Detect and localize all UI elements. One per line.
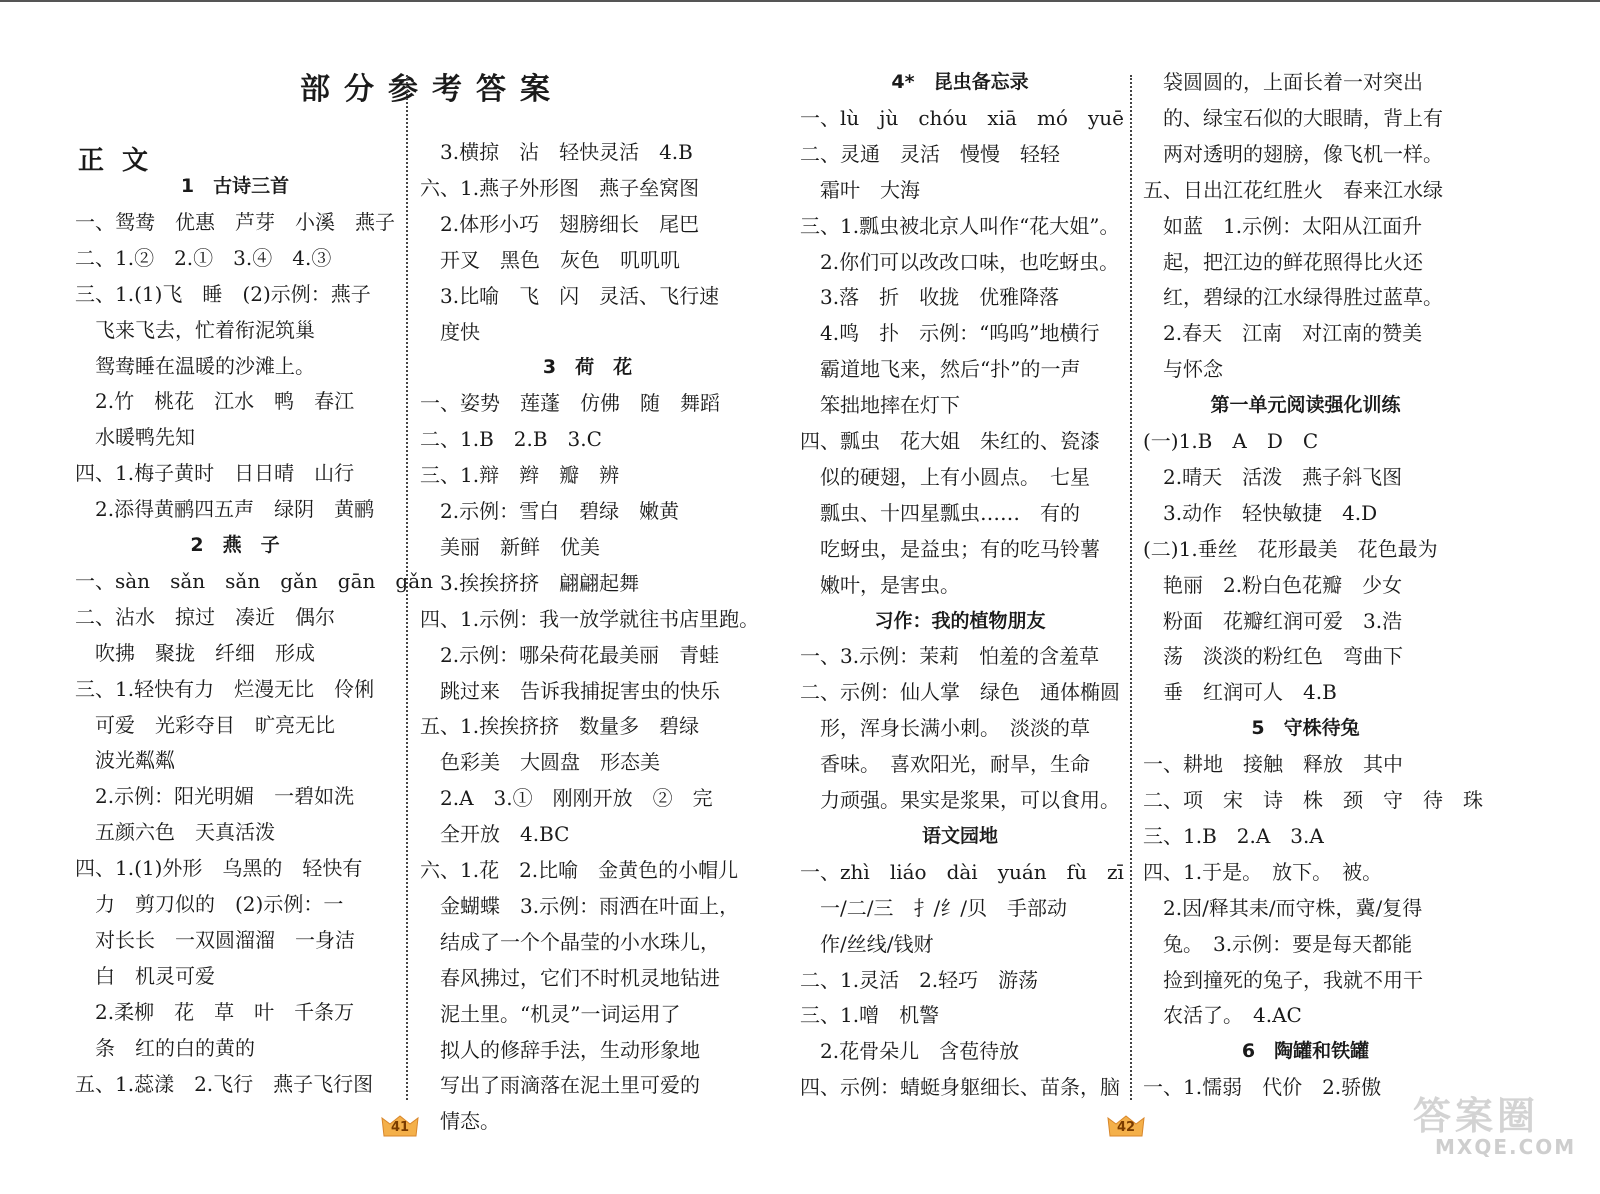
answer-line: 一、lù jù chóu xiā mó yuē xyxy=(800,105,1124,130)
answer-line: 2.你们可以改改口味，也吃蚜虫。 xyxy=(800,249,1120,274)
answer-line: 3.挨挨挤挤 翩翩起舞 xyxy=(420,570,640,595)
section-title: 6 陶罐和铁罐 xyxy=(1241,1040,1370,1063)
section-title: 1 古诗三首 xyxy=(180,175,290,197)
answer-line: 一、sàn sǎn sǎn gǎn gān gǎn xyxy=(75,568,434,593)
answer-line: 二、灵通 灵活 慢慢 轻轻 xyxy=(800,141,1060,166)
answer-line: 一、3.示例：茉莉 怕羞的含羞草 xyxy=(800,644,1100,669)
watermark xyxy=(1395,1085,1575,1165)
answer-line: 写出了雨滴落在泥土里可爱的 xyxy=(420,1073,700,1098)
answer-line: 全开放 4.BC xyxy=(420,822,570,847)
answer-line: (一)1.B A D C xyxy=(1143,429,1319,453)
answer-line: 跳过来 告诉我捕捉害虫的快乐 xyxy=(420,678,720,703)
answer-line: 三、1.轻快有力 烂漫无比 伶俐 xyxy=(75,676,375,701)
answer-line: 2.柔柳 花 草 叶 千条万 xyxy=(75,999,355,1024)
answer-line: 2.晴天 活泼 燕子斜飞图 xyxy=(1143,464,1403,489)
answer-line: 力 剪刀似的 (2)示例：一 xyxy=(75,892,344,916)
answer-line: 开叉 黑色 灰色 叽叽叽 xyxy=(420,247,680,272)
answer-line: 四、瓢虫 花大姐 朱红的、瓷漆 xyxy=(800,429,1100,453)
answer-line: 3.落 折 收拢 优雅降落 xyxy=(800,285,1060,310)
answer-line: 2.示例：哪朵荷花最美丽 青蛙 xyxy=(420,642,720,667)
answer-line: 2.因/释其耒/而守株，冀/复得 xyxy=(1143,895,1423,920)
answer-line: 结成了一个个晶莹的小水珠儿， xyxy=(420,929,720,954)
answer-line: 泥土里。“机灵”一词运用了 xyxy=(420,1001,681,1026)
answer-line: 一、zhì liáo dài yuán fù zī xyxy=(800,859,1124,884)
answer-line: 笨拙地摔在灯下 xyxy=(800,393,960,418)
answer-line: 美丽 新鲜 优美 xyxy=(420,534,600,559)
answer-line: 起，把江边的鲜花照得比火还 xyxy=(1143,249,1423,274)
answer-line: 2.春天 江南 对江南的赞美 xyxy=(1143,321,1423,346)
answer-line: 垂 红润可人 4.B xyxy=(1143,680,1337,705)
answer-line: 香味。 喜欢阳光，耐旱，生命 xyxy=(800,752,1090,777)
answer-line: 的、绿宝石似的大眼睛，背上有 xyxy=(1143,105,1443,130)
section-title: 语文园地 xyxy=(921,824,998,847)
answer-line: 二、沾水 掠过 凑近 偶尔 xyxy=(75,604,335,629)
answer-line: (二)1.垂丝 花形最美 花色最为 xyxy=(1143,536,1438,561)
section-title: 第一单元阅读强化训练 xyxy=(1210,394,1401,417)
answer-line: 四、1.于是。 放下。 被。 xyxy=(1143,859,1383,884)
answer-line: 四、1.梅子黄时 日日晴 山行 xyxy=(75,461,355,486)
answer-line: 嫩叶，是害虫。 xyxy=(800,572,960,597)
answer-line: 2.示例：雪白 碧绿 嫩黄 xyxy=(420,499,680,523)
answer-line: 对长长 一双圆溜溜 一身洁 xyxy=(75,927,355,952)
answer-line: 2.A 3.① 刚刚开放 ② 完 xyxy=(420,786,713,811)
watermark-bottom: MXQE.COM xyxy=(1435,1135,1577,1159)
answer-line: 情态。 xyxy=(420,1109,500,1134)
answer-line: 霜叶 大海 xyxy=(800,177,920,202)
answer-line: 2.体形小巧 翅膀细长 尾巴 xyxy=(420,211,700,236)
page-number-right-label: 42 xyxy=(1116,1120,1136,1135)
answer-line: 2.竹 桃花 江水 鸭 春江 xyxy=(75,389,355,414)
answer-line: 2.示例：阳光明媚 一碧如洗 xyxy=(75,784,355,809)
answer-line: 四、1.(1)外形 乌黑的 轻快有 xyxy=(75,856,363,881)
answer-line: 五颜六色 天真活泼 xyxy=(75,820,275,845)
answer-line: 金蝴蝶 3.示例：雨洒在叶面上， xyxy=(420,893,740,918)
answer-line: 一、鸳鸯 优惠 芦芽 小溪 燕子 xyxy=(75,209,395,234)
answer-column-2 xyxy=(420,0,760,1194)
section-title: 5 守株待兔 xyxy=(1251,717,1360,740)
section-heading: 正文 xyxy=(78,146,167,176)
watermark-top: 答案圈 xyxy=(1413,1094,1540,1138)
answer-line: 一、耕地 接触 释放 其中 xyxy=(1143,752,1403,777)
answer-line: 春风拂过，它们不时机灵地钻进 xyxy=(420,965,720,990)
section-title: 习作：我的植物朋友 xyxy=(874,609,1046,632)
answer-line: 3.比喻 飞 闪 灵活、飞行速 xyxy=(420,283,720,308)
answer-line: 粉面 花瓣红润可爱 3.浩 xyxy=(1143,608,1403,633)
answer-line: 2.添得黄鹂四五声 绿阴 黄鹂 xyxy=(75,497,375,522)
answer-line: 3.动作 轻快敏捷 4.D xyxy=(1143,500,1378,525)
answer-line: 兔。 3.示例：要是每天都能 xyxy=(1143,931,1413,956)
answer-line: 瓢虫、十四星瓢虫…… 有的 xyxy=(800,500,1080,525)
answer-line: 度快 xyxy=(420,319,480,344)
section-title: 2 燕 子 xyxy=(190,534,280,556)
answer-line: 霸道地飞来，然后“扑”的一声 xyxy=(800,357,1081,382)
answer-column-3 xyxy=(800,0,1124,1194)
answer-line: 袋圆圆的，上面长着一对突出 xyxy=(1143,70,1423,94)
answer-line: 两对透明的翅膀，像飞机一样。 xyxy=(1143,141,1443,166)
answer-line: 水暖鸭先知 xyxy=(75,425,195,450)
answer-line: 似的硬翅，上有小圆点。 七星 xyxy=(800,464,1090,489)
column-divider xyxy=(406,75,408,1100)
answer-line: 二、1.灵活 2.轻巧 游荡 xyxy=(800,967,1039,992)
answer-line: 吃蚜虫，是益虫；有的吃马铃薯 xyxy=(800,536,1100,561)
answer-line: 红，碧绿的江水绿得胜过蓝草。 xyxy=(1143,285,1443,310)
answer-line: 艳丽 2.粉白色花瓣 少女 xyxy=(1143,572,1403,597)
answer-line: 农活了。 4.AC xyxy=(1143,1003,1302,1028)
answer-line: 五、1.挨挨挤挤 数量多 碧绿 xyxy=(420,714,700,739)
answer-line: 力顽强。果实是浆果，可以食用。 xyxy=(800,788,1120,812)
answer-line: 三、1.辩 辫 瓣 辨 xyxy=(420,463,620,488)
answer-line: 波光粼粼 xyxy=(75,748,175,773)
answer-line: 五、日出江花红胜火 春来江水绿 xyxy=(1143,177,1443,202)
answer-line: 五、1.蕊漾 2.飞行 燕子飞行图 xyxy=(75,1071,374,1096)
answer-line: 4.鸣 扑 示例：“呜呜”地横行 xyxy=(800,321,1100,346)
answer-line: 捡到撞死的兔子，我就不用干 xyxy=(1143,967,1423,992)
section-title: 3 荷 花 xyxy=(542,356,633,379)
answer-line: 一、姿势 莲蓬 仿佛 随 舞蹈 xyxy=(420,391,720,416)
answer-line: 鸳鸯睡在温暖的沙滩上。 xyxy=(75,353,315,378)
answer-line: 作/丝线/钱财 xyxy=(800,931,934,956)
answer-line: 三、1.(1)飞 睡 (2)示例：燕子 xyxy=(75,281,371,306)
answer-line: 2.花骨朵儿 含苞待放 xyxy=(800,1039,1020,1064)
page-number-left-label: 41 xyxy=(390,1120,410,1135)
answer-line: 与怀念 xyxy=(1143,357,1223,382)
answer-line: 拟人的修辞手法，生动形象地 xyxy=(420,1037,700,1062)
answer-line: 四、1.示例：我一放学就往书店里跑。 xyxy=(420,606,760,631)
answer-line: 3.横掠 沾 轻快灵活 4.B xyxy=(420,140,693,164)
answer-line: 三、1.瓢虫被北京人叫作“花大姐”。 xyxy=(800,213,1120,238)
answer-line: 四、示例：蜻蜓身躯细长、苗条，脑 xyxy=(800,1075,1120,1100)
answer-line: 三、1.噌 机警 xyxy=(800,1003,940,1028)
answer-line: 吹拂 聚拢 纤细 形成 xyxy=(75,640,315,665)
answer-line: 二、项 宋 诗 株 颈 守 待 珠 xyxy=(1143,788,1483,812)
answer-line: 六、1.花 2.比喻 金黄色的小帽儿 xyxy=(420,858,739,882)
answer-line: 二、示例：仙人掌 绿色 通体椭圆 xyxy=(800,680,1120,705)
answer-line: 白 机灵可爱 xyxy=(75,963,215,988)
page-number-left xyxy=(378,1112,422,1142)
answer-line: 一、1.懦弱 代价 2.骄傲 xyxy=(1143,1075,1382,1100)
answer-line: 色彩美 大圆盘 形态美 xyxy=(420,750,660,775)
answer-line: 飞来飞去，忙着衔泥筑巢 xyxy=(75,317,315,342)
answer-line: 可爱 光彩夺目 旷亮无比 xyxy=(75,712,335,737)
page-title: 部分参考答案 xyxy=(300,72,564,107)
answer-line: 荡 淡淡的粉红色 弯曲下 xyxy=(1143,644,1403,669)
answer-line: 六、1.燕子外形图 燕子垒窝图 xyxy=(420,175,700,200)
answer-line: 三、1.B 2.A 3.A xyxy=(1143,823,1324,848)
column-divider xyxy=(1130,75,1132,1100)
answer-line: 形，浑身长满小刺。 淡淡的草 xyxy=(800,716,1090,741)
answer-line: 如蓝 1.示例：太阳从江面升 xyxy=(1143,213,1423,238)
page-number-right xyxy=(1104,1112,1148,1142)
answer-line: 二、1.B 2.B 3.C xyxy=(420,427,602,452)
answer-line: 二、1.② 2.① 3.④ 4.③ xyxy=(75,245,332,270)
answer-line: 条 红的白的黄的 xyxy=(75,1035,255,1060)
answer-line: 一/二/三 扌/纟/贝 手部动 xyxy=(800,895,1067,920)
section-title: 4* 昆虫备忘录 xyxy=(891,71,1029,93)
